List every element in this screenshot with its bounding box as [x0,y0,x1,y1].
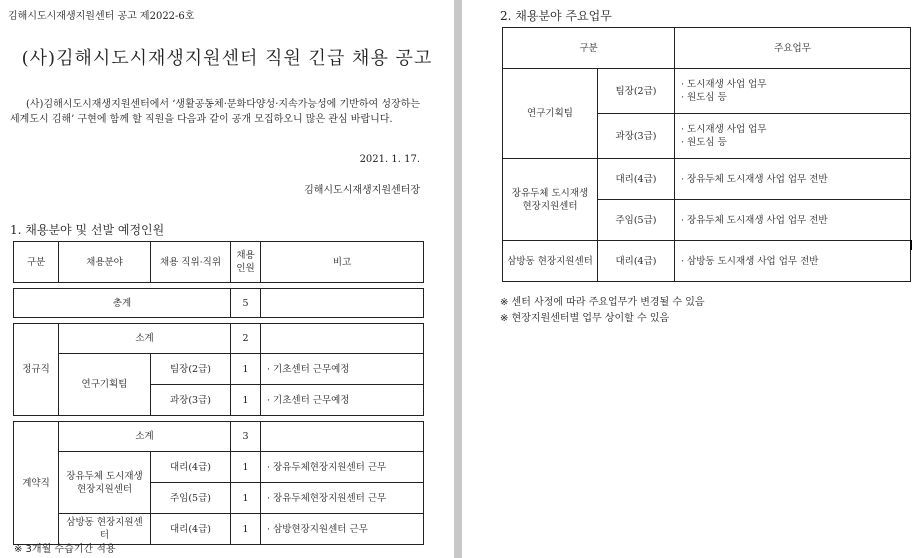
table-row [503,241,911,282]
total-count: 5 [231,289,261,318]
subtotal-label: 소계 [59,324,231,354]
position-cell: 주임(5급) [151,483,231,514]
count-cell: 1 [231,385,261,416]
right-document-page [462,0,914,558]
subtotal-label: 소계 [59,422,231,452]
header-count: 채용 인원 [231,242,261,283]
group-name: 장유두체 도시재생 현장지원센터 [503,159,598,241]
group-name: 연구기획팀 [503,69,598,159]
subtotal-note [261,422,424,452]
position-cell: 주임(5급) [598,200,675,241]
issuer-name: 김해시도시재생지원센터장 [304,185,420,196]
category-contract: 계약직 [14,422,59,545]
group-name: 삼방동 현장지원센터 [503,241,598,282]
header-category: 구분 [14,242,59,283]
position-cell: 대리(4급) [151,452,231,483]
notice-number-header: 김해시도시재생지원센터 공고 제2022-6호 [8,11,195,22]
position-cell: 팀장(2급) [151,354,231,385]
note-cell: · 장유두체현장지원센터 근무 [261,452,424,483]
intro-paragraph: (사)김해시도시재생지원센터에서 ‘생활공동체·문화다양성·지속가능성에 기반하여 성장하는 세계도시 김해’ 구현에 함께 할 직원을 다음과 같이 공개 모집하오니 많은 관심 바랍니다. [10,99,420,125]
duties-cell [675,69,911,114]
table-row [14,354,424,385]
duty-item: · 원도심 등 [681,137,727,148]
duties-cell: · 장유두체 도시재생 사업 업무 전반 [675,159,911,200]
note-cell: · 삼방현장지원센터 근무 [261,514,424,545]
count-cell: 1 [231,452,261,483]
subtotal-count: 3 [231,422,261,452]
position-cell: 과장(3급) [598,114,675,159]
duty-item: · 도시재생 사업 업무 [681,124,767,135]
count-cell: 1 [231,354,261,385]
table-header-row [503,28,911,69]
note-cell: · 장유두체현장지원센터 근무 [261,483,424,514]
total-note [261,289,424,318]
left-document-page [0,0,454,558]
count-cell: 1 [231,514,261,545]
notice-date: 2021. 1. 17. [359,154,420,165]
field-name: 장유두체 도시재생 현장지원센터 [59,452,151,514]
header-position: 채용 직위·직위 [151,242,231,283]
table-row [503,69,911,114]
duty-change-note: ※ 센터 사정에 따라 주요업무가 변경될 수 있음 [500,297,705,308]
section-1-title: 1. 채용분야 및 선발 예정인원 [10,223,165,237]
header-field: 채용분야 [59,242,151,283]
table-row [14,422,424,452]
position-cell: 대리(4급) [598,159,675,200]
position-cell: 대리(4급) [598,241,675,282]
probation-footnote: ※ 3개월 수습기간 적용 [14,544,116,555]
position-cell: 대리(4급) [151,514,231,545]
header-category: 구분 [503,28,675,69]
center-difference-note: ※ 현장지원센터별 업무 상이할 수 있음 [500,313,670,324]
text-cursor [910,240,912,250]
duties-cell [675,114,911,159]
header-duties: 주요업무 [675,28,911,69]
category-regular: 정규직 [14,324,59,416]
table-header-row [14,242,424,283]
table-row [14,289,424,318]
note-cell: · 기초센터 근무예정 [261,354,424,385]
table-row [14,324,424,354]
duties-table [502,27,911,282]
document-title: (사)김해시도시재생지원센터 직원 긴급 채용 공고 [21,48,433,69]
section-2-title: 2. 채용분야 주요업무 [500,9,612,23]
count-cell: 1 [231,483,261,514]
field-name: 삼방동 현장지원센터 [59,514,151,545]
subtotal-note [261,324,424,354]
recruitment-table [13,241,424,545]
duty-item: · 원도심 등 [681,92,727,103]
table-row [503,159,911,200]
duties-cell: · 삼방동 도시재생 사업 업무 전반 [675,241,911,282]
note-cell: · 기초센터 근무예정 [261,385,424,416]
subtotal-count: 2 [231,324,261,354]
field-name: 연구기획팀 [59,354,151,416]
duties-cell: · 장유두체 도시재생 사업 업무 전반 [675,200,911,241]
position-cell: 과장(3급) [151,385,231,416]
total-label: 총계 [14,289,231,318]
duty-item: · 도시재생 사업 업무 [681,79,767,90]
table-row [14,452,424,483]
position-cell: 팀장(2급) [598,69,675,114]
header-note: 비고 [261,242,424,283]
